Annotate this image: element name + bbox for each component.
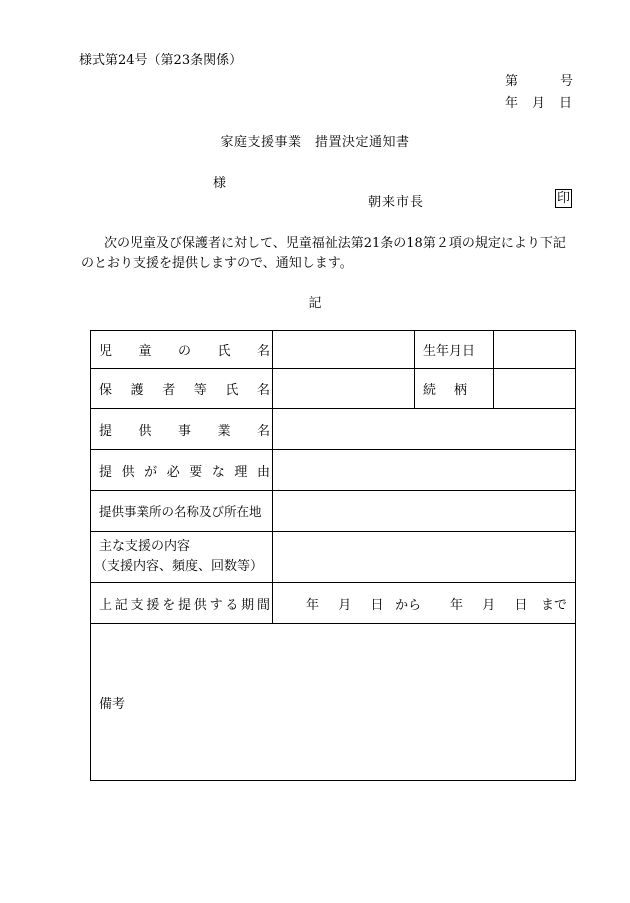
birthdate-field[interactable] xyxy=(494,331,576,369)
service-name-label xyxy=(91,409,273,450)
char: な xyxy=(211,464,225,480)
date-month: 月 xyxy=(532,96,546,111)
issue-date-line xyxy=(505,92,572,111)
details-table xyxy=(90,330,576,781)
form-number: 様式第24号（第23条関係） xyxy=(79,53,243,68)
child-name-label xyxy=(91,331,273,369)
char: が xyxy=(144,464,158,480)
char: 供 xyxy=(138,423,152,439)
period-end-day: 日 xyxy=(514,597,528,613)
char: の xyxy=(177,344,191,359)
char: 支 xyxy=(130,597,144,613)
char: 者 xyxy=(162,383,176,398)
char: 供 xyxy=(121,464,135,480)
char: を xyxy=(162,597,176,613)
notice-body-line2: のとおり支援を提供しますので、通知します。 xyxy=(81,256,353,271)
char: 事 xyxy=(177,423,191,439)
provider-label: 提供事業所の名称及び所在地 xyxy=(91,491,273,532)
char: 記 xyxy=(114,597,128,613)
table-row xyxy=(91,491,576,532)
period-start-month: 月 xyxy=(338,597,352,613)
char: 児 xyxy=(99,344,113,359)
table-row xyxy=(91,331,576,369)
period-end-year: 年 xyxy=(449,597,463,613)
table-row xyxy=(91,409,576,450)
relationship-field[interactable] xyxy=(494,369,576,409)
char: 必 xyxy=(166,464,180,480)
notice-body-line1: 次の児童及び保護者に対して、児童福祉法第21条の18第２項の規定により下記 xyxy=(104,236,566,251)
char: 続 xyxy=(423,383,437,398)
period-from: から xyxy=(395,597,422,613)
char: 童 xyxy=(138,344,152,359)
table-row xyxy=(91,624,576,781)
char: 護 xyxy=(130,383,144,398)
notice-body xyxy=(81,234,575,274)
table-row xyxy=(91,532,576,583)
char: 提 xyxy=(99,423,113,439)
period-start-year: 年 xyxy=(306,597,320,613)
char: 保 xyxy=(99,383,113,398)
char: 援 xyxy=(146,597,160,613)
char: 理 xyxy=(234,464,248,480)
date-day: 日 xyxy=(559,96,573,111)
char: 提 xyxy=(99,464,113,480)
char: 名 xyxy=(256,344,270,359)
char: す xyxy=(209,597,223,613)
period-until: まで xyxy=(541,597,568,613)
char: 要 xyxy=(189,464,203,480)
guardian-name-label xyxy=(91,369,273,409)
remarks-label: 備考 xyxy=(99,696,126,712)
support-content-label xyxy=(91,532,273,583)
sender-name: 朝来市長 xyxy=(368,195,425,210)
char: る xyxy=(225,597,239,613)
document-number-line xyxy=(505,70,573,89)
number-prefix: 第 xyxy=(505,74,519,89)
remarks-field[interactable] xyxy=(91,624,576,781)
ki-heading: 記 xyxy=(308,296,322,311)
support-content-field[interactable] xyxy=(273,532,576,583)
char: 提 xyxy=(177,597,191,613)
period-label xyxy=(91,583,273,624)
addressee-suffix: 様 xyxy=(213,176,227,191)
table-row xyxy=(91,369,576,409)
support-content-label-line1: 主な支援の内容 xyxy=(99,539,191,554)
seal-mark: 印 xyxy=(557,191,571,206)
char: 由 xyxy=(256,464,270,480)
char: 氏 xyxy=(225,383,239,398)
child-name-field[interactable] xyxy=(273,331,415,369)
char: 名 xyxy=(256,423,270,439)
support-content-label-line2: （支援内容、頻度、回数等） xyxy=(94,559,264,574)
char: 間 xyxy=(256,597,270,613)
relationship-label xyxy=(415,369,494,409)
char: 期 xyxy=(241,597,255,613)
provider-field[interactable] xyxy=(273,491,576,532)
service-name-field[interactable] xyxy=(273,409,576,450)
period-field[interactable] xyxy=(273,583,576,624)
char: 業 xyxy=(217,423,231,439)
char: 等 xyxy=(193,383,207,398)
char: 氏 xyxy=(217,344,231,359)
table-row xyxy=(91,450,576,491)
birthdate-label: 生年月日 xyxy=(415,331,494,369)
table-row xyxy=(91,583,576,624)
char: 上 xyxy=(99,597,113,613)
char: 名 xyxy=(256,383,270,398)
period-end-month: 月 xyxy=(482,597,496,613)
guardian-name-field[interactable] xyxy=(273,369,415,409)
char: 供 xyxy=(193,597,207,613)
reason-label xyxy=(91,450,273,491)
number-suffix: 号 xyxy=(560,74,574,89)
date-year: 年 xyxy=(505,96,519,111)
char: 柄 xyxy=(453,383,467,398)
reason-field[interactable] xyxy=(273,450,576,491)
period-start-day: 日 xyxy=(370,597,384,613)
page-title: 家庭支援事業 措置決定通知書 xyxy=(220,135,410,150)
